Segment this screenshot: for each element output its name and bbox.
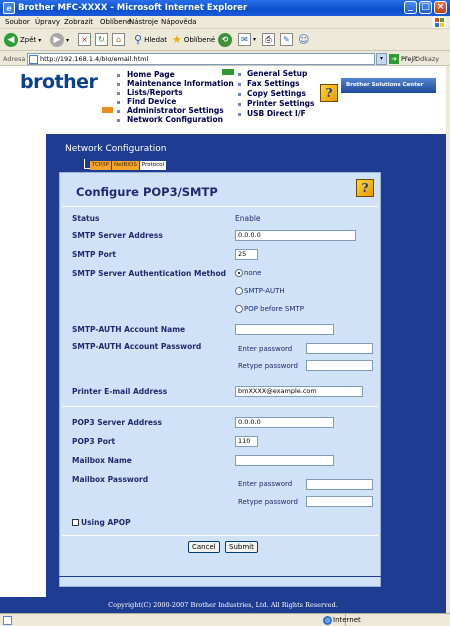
radio-selected-icon — [235, 269, 243, 277]
auth-none-label: none — [244, 269, 262, 277]
back-label: Zpět — [20, 36, 37, 44]
bullet-icon — [117, 101, 120, 104]
nav-fax-settings[interactable]: Fax Settings — [247, 79, 300, 88]
menu-bar — [0, 16, 450, 29]
refresh-button[interactable] — [95, 33, 108, 46]
home-button[interactable] — [112, 33, 125, 46]
tab-protocol[interactable]: Protocol — [141, 162, 165, 168]
mailbox-name-input[interactable] — [235, 455, 334, 466]
print-button[interactable] — [262, 33, 275, 46]
window-title: Brother MFC-XXXX - Microsoft Internet Explorer — [18, 3, 248, 13]
print-icon: ⎙ — [262, 33, 275, 46]
messenger-button[interactable] — [298, 33, 309, 46]
protocol-tabs — [90, 161, 167, 170]
network-configuration-area — [46, 134, 446, 613]
apop-checkbox[interactable] — [72, 518, 131, 527]
page-title: Configure POP3/SMTP — [76, 185, 218, 199]
mailbox-name-label: Mailbox Name — [72, 456, 132, 465]
edit-icon: ✎ — [280, 33, 293, 46]
bullet-icon — [117, 83, 120, 86]
bullet-icon — [117, 119, 120, 122]
auth-pop-before-smtp-label: POP before SMTP — [244, 305, 304, 313]
radio-icon — [235, 305, 243, 313]
address-label: Adresa — [3, 55, 26, 63]
forward-button[interactable] — [50, 33, 69, 47]
menu-favorites[interactable]: Oblíbené — [100, 18, 132, 26]
mail-icon: ✉ — [238, 33, 251, 46]
title-bar — [0, 0, 450, 16]
close-button[interactable]: × — [434, 1, 447, 14]
maximize-button[interactable]: □ — [419, 1, 432, 14]
nav-maintenance-information[interactable]: Maintenance Information — [127, 79, 234, 88]
go-arrow-icon: ➔ — [389, 54, 399, 64]
stop-button[interactable] — [78, 33, 91, 46]
back-arrow-icon: ◀ — [4, 33, 18, 47]
auth-smtp-auth-label: SMTP-AUTH — [244, 287, 285, 295]
bullet-icon — [117, 92, 120, 95]
menu-tools[interactable]: Nástroje — [129, 18, 159, 26]
pop3-smtp-panel — [59, 172, 381, 587]
favorites-label: Oblíbené — [183, 35, 216, 44]
edit-button[interactable] — [280, 33, 293, 46]
nav-network-configuration[interactable]: Network Configuration — [127, 115, 223, 124]
smtp-auth-retype-password-input[interactable] — [306, 360, 373, 371]
smtp-server-input[interactable]: 0.0.0.0 — [235, 230, 356, 241]
forward-arrow-icon: ▶ — [50, 33, 64, 47]
nav-copy-settings[interactable]: Copy Settings — [247, 89, 306, 98]
smtp-auth-account-label: SMTP-AUTH Account Name — [72, 325, 186, 334]
mail-button[interactable] — [238, 33, 256, 46]
divider — [62, 406, 378, 407]
tab-netbios[interactable]: NetBIOS — [114, 162, 137, 168]
search-button[interactable] — [134, 33, 167, 46]
smtp-auth-account-input[interactable] — [235, 324, 334, 335]
page-icon — [29, 55, 38, 64]
go-label: Přejít — [401, 55, 418, 63]
pop3-server-input[interactable]: 0.0.0.0 — [235, 417, 334, 428]
internet-zone-icon: ◎ — [324, 617, 331, 624]
zone-label: Internet — [333, 616, 361, 624]
refresh-icon: ↻ — [95, 33, 108, 46]
windows-flag-icon — [432, 17, 446, 28]
search-label: Hledat — [144, 35, 168, 44]
menu-view[interactable]: Zobrazit — [64, 18, 94, 26]
smtp-server-label: SMTP Server Address — [72, 231, 163, 240]
go-button[interactable] — [381, 54, 418, 64]
smtp-auth-password-label: SMTP-AUTH Account Password — [72, 342, 202, 351]
nav-usb-direct[interactable]: USB Direct I/F — [247, 109, 306, 118]
mailbox-retype-password-input[interactable] — [306, 496, 373, 507]
divider — [62, 535, 378, 536]
menu-file[interactable]: Soubor — [5, 18, 30, 26]
apop-label: Using APOP — [81, 518, 131, 527]
smtp-port-label: SMTP Port — [72, 250, 117, 259]
brother-logo: brother — [20, 71, 98, 93]
bullet-icon — [238, 73, 241, 76]
cancel-button[interactable]: Cancel — [188, 541, 220, 553]
smtp-port-input[interactable]: 25 — [235, 249, 258, 260]
divider — [62, 206, 378, 207]
nav-find-device[interactable]: Find Device — [127, 97, 177, 106]
retype-password-label: Retype password — [238, 362, 298, 370]
address-url: http://192.168.1.4/bio/email.html — [40, 55, 149, 63]
auth-pop-before-smtp-radio[interactable] — [235, 305, 304, 313]
status-value: Enable — [235, 214, 261, 223]
bullet-icon — [117, 74, 120, 77]
smtp-auth-password-input[interactable] — [306, 343, 373, 354]
star-icon: ★ — [172, 33, 182, 46]
status-bar — [0, 613, 450, 626]
bullet-icon — [238, 93, 241, 96]
status-label: Status — [72, 214, 100, 223]
help-icon[interactable]: ? — [320, 84, 338, 102]
tab-tcp-ip[interactable]: TCP/IP — [92, 162, 109, 168]
back-button[interactable] — [4, 33, 41, 47]
nav-administrator-settings[interactable]: Administrator Settings — [127, 106, 224, 115]
auth-smtp-auth-radio[interactable] — [235, 287, 285, 295]
copyright-text: Copyright(C) 2000-2007 Brother Industries, Ltd. All Rights Reserved. — [108, 601, 338, 609]
pop3-port-input[interactable]: 110 — [235, 436, 258, 447]
arrow-marker-icon — [102, 107, 113, 113]
history-button[interactable] — [218, 33, 232, 47]
menu-edit[interactable]: Úpravy — [35, 18, 61, 26]
bullet-icon — [238, 83, 241, 86]
bullet-icon — [238, 103, 241, 106]
bullet-icon — [238, 113, 241, 116]
footer — [0, 597, 446, 613]
auth-method-label: SMTP Server Authentication Method — [72, 269, 226, 278]
enter-password-label: Enter password — [238, 345, 293, 353]
pop3-port-label: POP3 Port — [72, 437, 116, 446]
dropdown-icon: ▾ — [253, 36, 257, 43]
stop-icon: × — [78, 33, 91, 46]
menu-help[interactable]: Nápověda — [161, 18, 197, 26]
address-input[interactable] — [27, 53, 375, 65]
arrow-marker-icon — [222, 69, 234, 75]
links-label[interactable]: Odkazy — [415, 55, 440, 63]
mailbox-password-input[interactable] — [306, 479, 373, 490]
brother-solutions-center-button[interactable]: Brother Solutions Center — [341, 78, 436, 93]
auth-none-radio[interactable] — [235, 269, 261, 277]
divider — [46, 576, 446, 577]
dropdown-icon: ▾ — [66, 36, 70, 44]
home-icon: ⌂ — [112, 33, 125, 46]
address-bar — [0, 52, 450, 66]
dropdown-icon: ▾ — [38, 36, 42, 44]
history-icon: ⟲ — [218, 33, 232, 47]
nav-home-page[interactable]: Home Page — [127, 70, 175, 79]
retype-password-label: Retype password — [238, 498, 298, 506]
bullet-icon — [117, 110, 120, 113]
favorites-button[interactable] — [172, 33, 215, 46]
nav-lists-reports[interactable]: Lists/Reports — [127, 88, 183, 97]
toolbar — [0, 30, 450, 51]
page-content — [0, 66, 446, 613]
nav-general-setup[interactable]: General Setup — [247, 69, 308, 78]
page-icon — [3, 616, 12, 625]
nav-printer-settings[interactable]: Printer Settings — [247, 99, 315, 108]
checkbox-icon — [72, 519, 79, 526]
minimize-button[interactable]: _ — [404, 1, 417, 14]
radio-icon — [235, 287, 243, 295]
messenger-icon: ☺ — [298, 33, 310, 46]
printer-email-label: Printer E-mail Address — [72, 387, 168, 396]
help-icon[interactable]: ? — [356, 179, 374, 197]
ie-icon: e — [3, 2, 15, 14]
printer-email-input[interactable]: bmXXXX@example.com — [235, 386, 363, 397]
submit-button[interactable]: Submit — [225, 541, 258, 553]
vertical-scrollbar[interactable] — [446, 66, 450, 613]
enter-password-label: Enter password — [238, 480, 293, 488]
mailbox-password-label: Mailbox Password — [72, 475, 149, 484]
section-title: Network Configuration — [65, 144, 167, 154]
search-icon: ⚲ — [134, 33, 143, 46]
pop3-server-label: POP3 Server Address — [72, 418, 162, 427]
address-dropdown-icon[interactable]: ▾ — [376, 53, 387, 65]
